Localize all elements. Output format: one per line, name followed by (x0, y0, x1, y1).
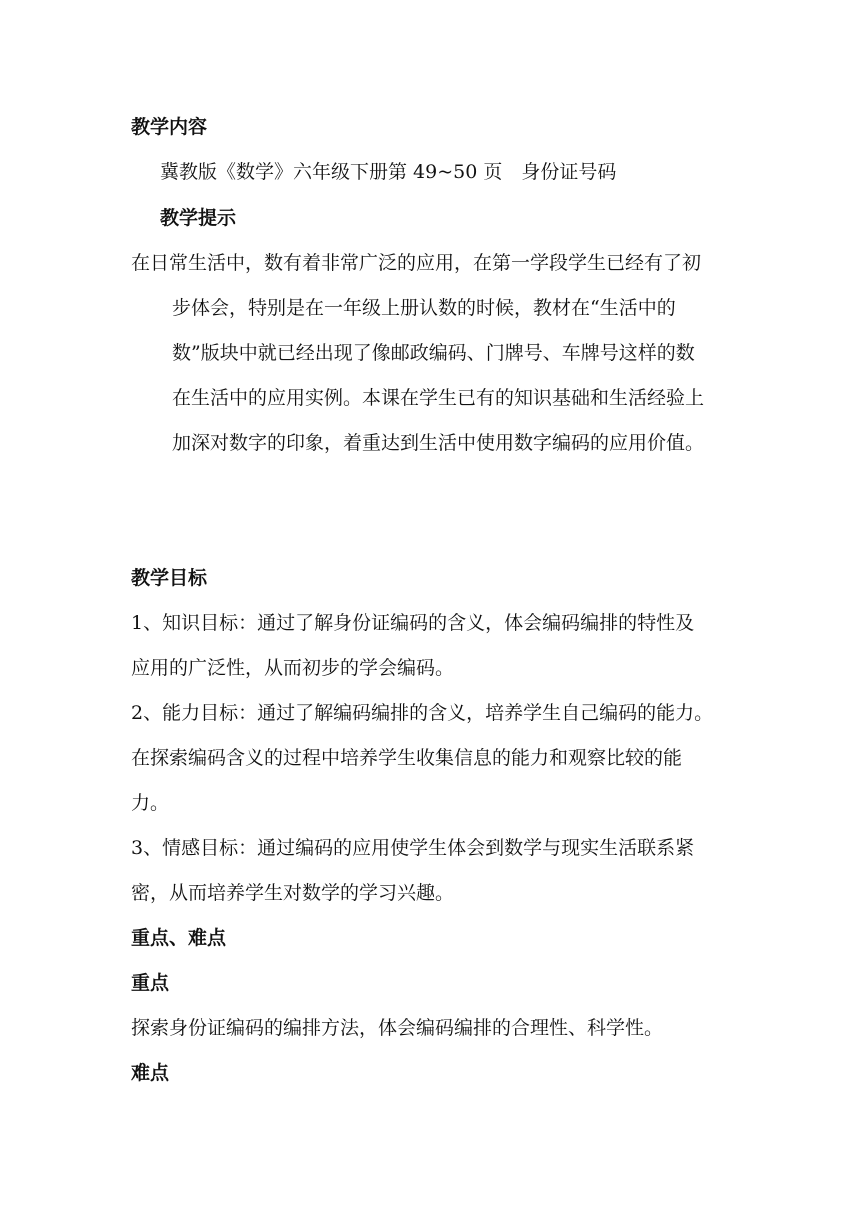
hint-line: 步体会，特别是在一年级上册认数的时候，教材在“生活中的 (172, 297, 676, 319)
goal-line: 应用的广泛性，从而初步的学会编码。 (131, 657, 455, 679)
heading-focus: 重点 (131, 972, 170, 994)
heading-teaching-goals: 教学目标 (131, 567, 208, 589)
hint-line: 在日常生活中，数有着非常广泛的应用，在第一学段学生已经有了初 (131, 252, 702, 274)
focus-text: 探索身份证编码的编排方法，体会编码编排的合理性、科学性。 (131, 1017, 664, 1039)
heading-key-difficult: 重点、难点 (131, 927, 227, 949)
heading-difficulty: 难点 (131, 1062, 170, 1084)
goal-line: 1、知识目标：通过了解身份证编码的含义，体会编码编排的特性及 (131, 612, 695, 634)
heading-teaching-content: 教学内容 (131, 116, 208, 138)
teaching-content-text: 冀教版《数学》六年级下册第 49~50 页 身份证号码 (160, 161, 617, 183)
goal-line: 密，从而培养学生对数学的学习兴趣。 (131, 882, 455, 904)
hint-line: 加深对数字的印象，着重达到生活中使用数字编码的应用价值。 (172, 432, 705, 454)
hint-line: 数”版块中就已经出现了像邮政编码、门牌号、车牌号这样的数 (172, 342, 695, 364)
goal-line: 在探索编码含义的过程中培养学生收集信息的能力和观察比较的能 (131, 747, 683, 769)
goal-line: 2、能力目标：通过了解编码编排的含义，培养学生自己编码的能力。 (131, 702, 714, 724)
goal-line: 3、情感目标：通过编码的应用使学生体会到数学与现实生活联系紧 (131, 837, 695, 859)
hint-line: 在生活中的应用实例。本课在学生已有的知识基础和生活经验上 (172, 387, 705, 409)
goal-line: 力。 (131, 792, 170, 814)
heading-teaching-hint: 教学提示 (160, 207, 237, 229)
